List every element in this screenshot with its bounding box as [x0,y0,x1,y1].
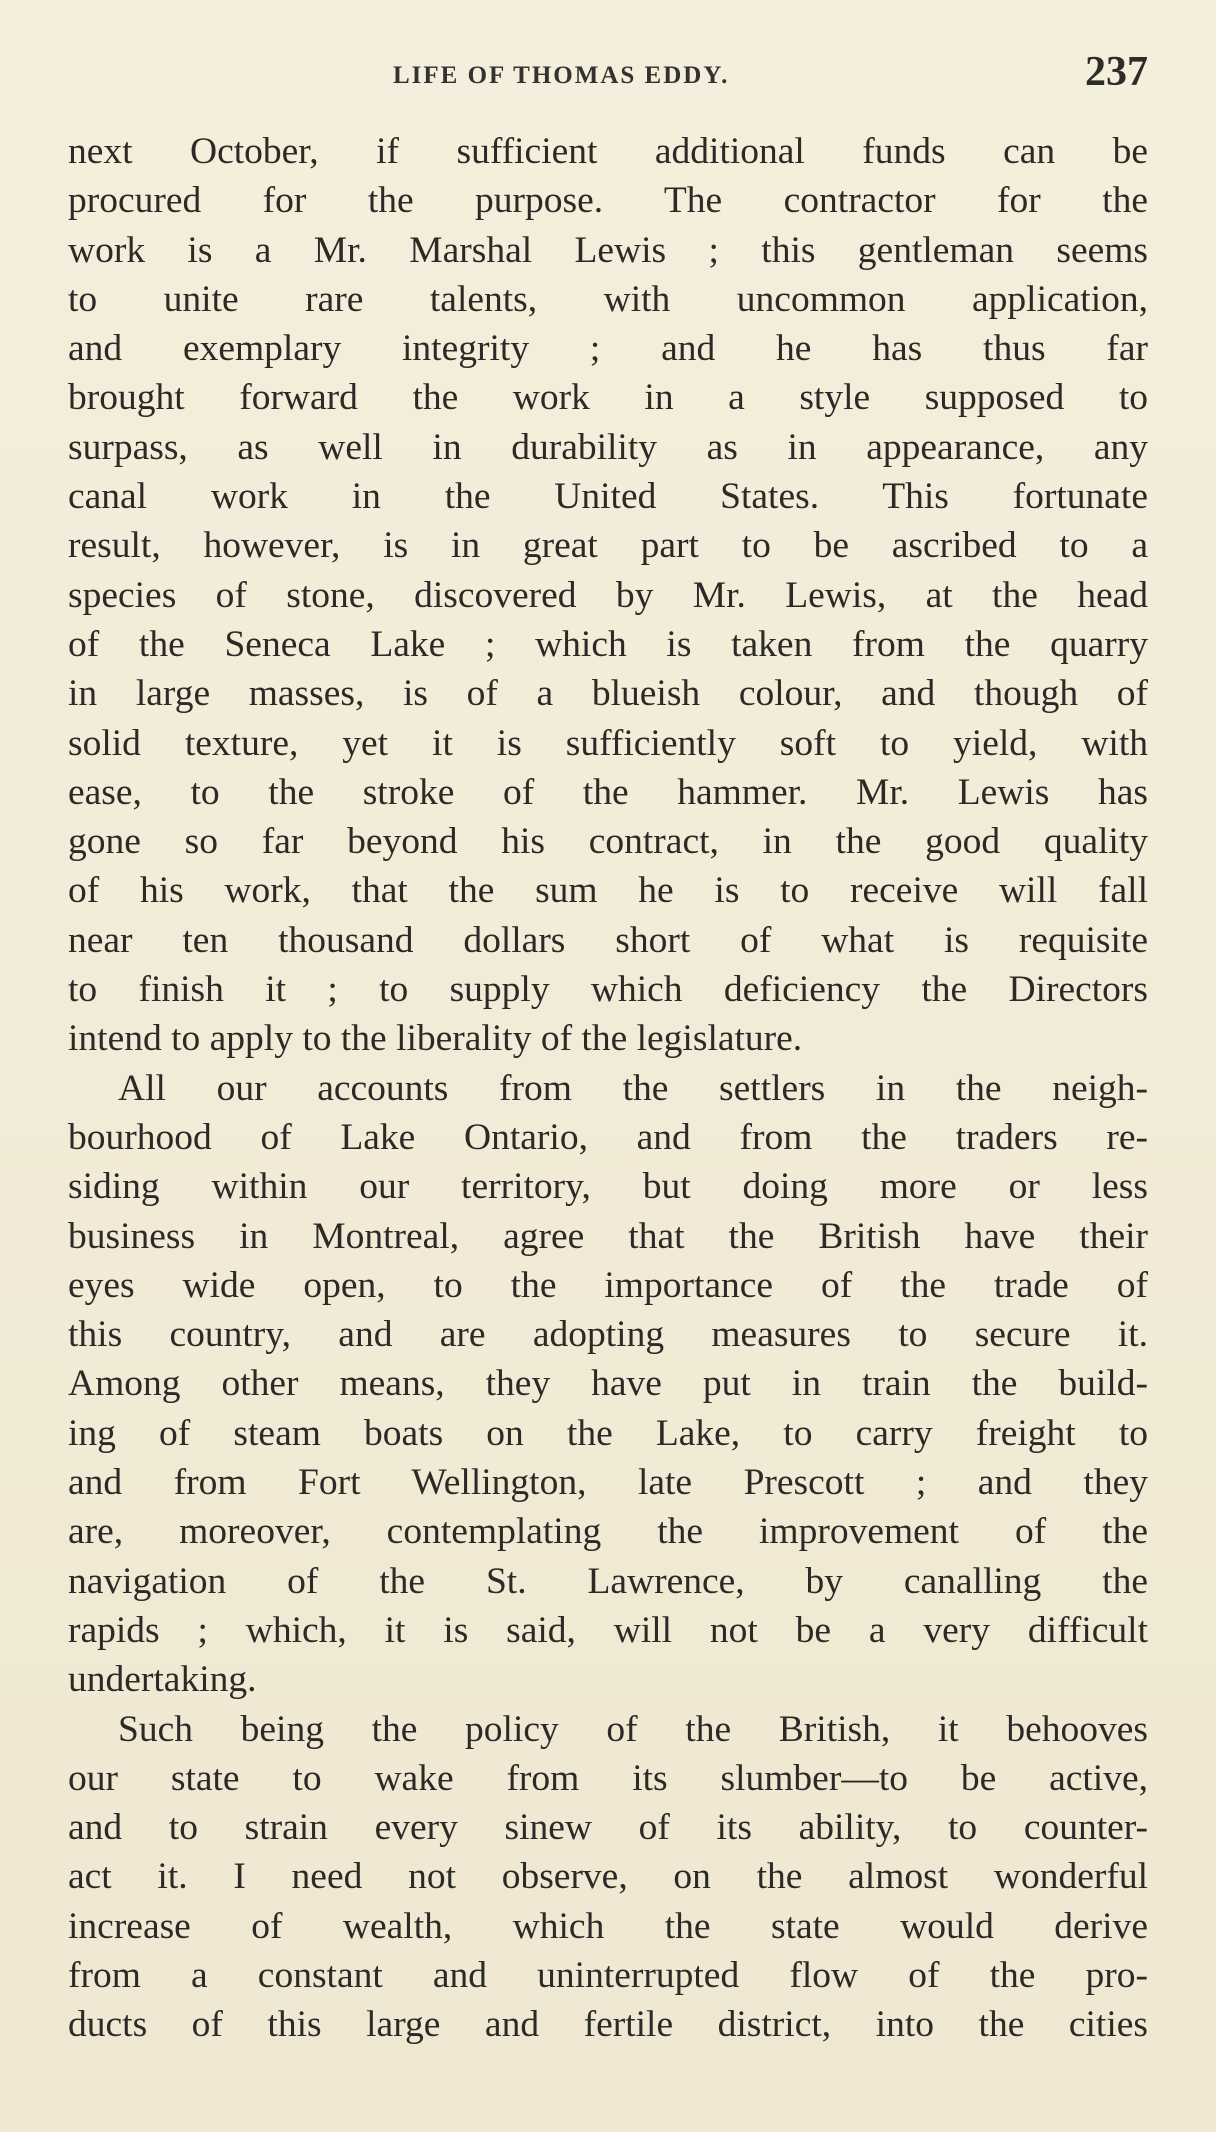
text-line: from a constant and uninterrupted flow of the pro- [68,1954,1148,1996]
text-line: bourhood of Lake Ontario, and from the traders re- [68,1116,1148,1158]
text-line: near ten thousand dollars short of what is requisite [68,919,1148,961]
text-line: Among other means, they have put in train the build- [68,1363,1148,1405]
text-line: work is a Mr. Marshal Lewis ; this gentleman seems [68,229,1148,271]
text-line: ing of steam boats on the Lake, to carry freight to [68,1412,1148,1454]
page-header [68,44,1148,104]
text-line: result, however, is in great part to be ascribed to a [68,525,1148,567]
running-head: LIFE OF THOMAS EDDY. [393,62,730,89]
text-line: and from Fort Wellington, late Prescott ; and they [68,1462,1148,1504]
text-line: and to strain every sinew of its ability, to counter- [68,1807,1148,1849]
page-number: 237 [1085,49,1148,95]
text-line: gone so far beyond his contract, in the good quality [68,821,1148,863]
text-line: eyes wide open, to the importance of the trade of [68,1264,1148,1306]
paragraph-start-line: Such being the policy of the British, it behooves [118,1708,1148,1750]
text-line: to finish it ; to supply which deficiency the Directors [68,969,1148,1011]
text-line: species of stone, discovered by Mr. Lewis, at the head [68,574,1148,616]
text-line: navigation of the St. Lawrence, by canalling the [68,1560,1148,1602]
text-line: solid texture, yet it is sufficiently soft to yield, with [68,722,1148,764]
text-line: in large masses, is of a blueish colour, and though of [68,673,1148,715]
text-line: of the Seneca Lake ; which is taken from the quarry [68,623,1148,665]
text-line: procured for the purpose. The contractor for the [68,180,1148,222]
text-line: to unite rare talents, with uncommon application, [68,278,1148,320]
paragraph-end-line: intend to apply to the liberality of the legislature. [68,1018,803,1060]
text-line: canal work in the United States. This fortunate [68,476,1148,518]
paragraph-start-line: All our accounts from the settlers in the neigh- [118,1067,1148,1109]
text-line: of his work, that the sum he is to receive will fall [68,870,1148,912]
body-text [68,127,1148,2050]
text-line: ducts of this large and fertile district, into the cities [68,2004,1148,2046]
text-line: siding within our territory, but doing more or less [68,1166,1148,1208]
text-line: business in Montreal, agree that the British have their [68,1215,1148,1257]
text-line: surpass, as well in durability as in appearance, any [68,426,1148,468]
text-line: brought forward the work in a style supposed to [68,377,1148,419]
text-line: next October, if sufficient additional funds can be [68,131,1148,172]
text-line: rapids ; which, it is said, will not be a very difficult [68,1609,1148,1651]
paragraph-end-line: undertaking. [68,1659,257,1701]
text-line: are, moreover, contemplating the improvement of the [68,1511,1148,1553]
text-line: this country, and are adopting measures to secure it. [68,1314,1148,1356]
text-line: our state to wake from its slumber—to be active, [68,1757,1148,1799]
text-line: and exemplary integrity ; and he has thus far [68,328,1148,370]
text-line: act it. I need not observe, on the almost wonderful [68,1856,1148,1898]
text-line: ease, to the stroke of the hammer. Mr. Lewis has [68,771,1148,813]
text-line: increase of wealth, which the state would derive [68,1905,1148,1947]
